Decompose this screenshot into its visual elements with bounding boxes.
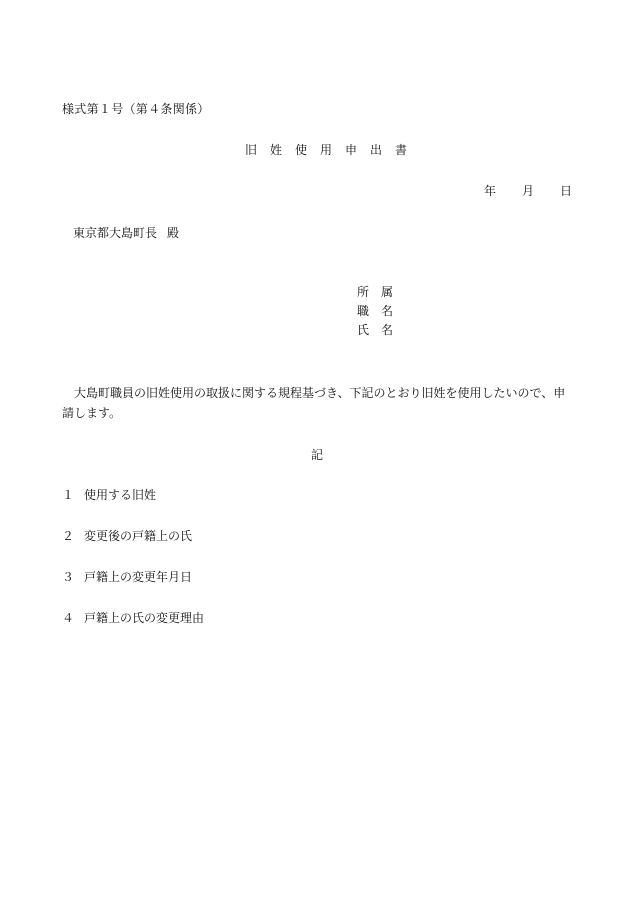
applicant-name-label: 氏 名 [357,323,394,337]
ki-heading: 記 [311,448,324,462]
addressee [73,224,179,243]
addressee-honorific: 殿 [167,226,180,240]
request-body-text: 大島町職員の旧姓使用の取扱に関する規程基づき、下記のとおり旧姓を使用したいので、申請します。 [62,386,566,420]
date-line [484,182,572,201]
item-number: ２ [62,529,75,543]
applicant-block [357,283,393,340]
item-number: ３ [62,570,75,584]
item-list [62,486,562,650]
applicant-position-label: 職 名 [357,304,394,318]
item-label: 戸籍上の変更年月日 [84,570,193,584]
list-item [62,486,562,527]
item-number: ４ [62,611,75,625]
date-month-label: 月 [521,184,534,198]
list-item [62,609,562,650]
date-day-label: 日 [559,184,572,198]
form-number: 様式第１号（第４条関係） [62,102,210,116]
item-label: 使用する旧姓 [84,488,157,502]
document-title: 旧 姓 使 用 申 出 書 [245,143,408,157]
addressee-name: 東京都大島町長 [73,226,158,240]
date-year-label: 年 [483,184,496,198]
list-item [62,527,562,568]
list-item [62,568,562,609]
applicant-affiliation-label: 所 属 [357,285,394,299]
item-label: 戸籍上の氏の変更理由 [84,611,205,625]
item-label: 変更後の戸籍上の氏 [84,529,193,543]
item-number: １ [62,488,75,502]
